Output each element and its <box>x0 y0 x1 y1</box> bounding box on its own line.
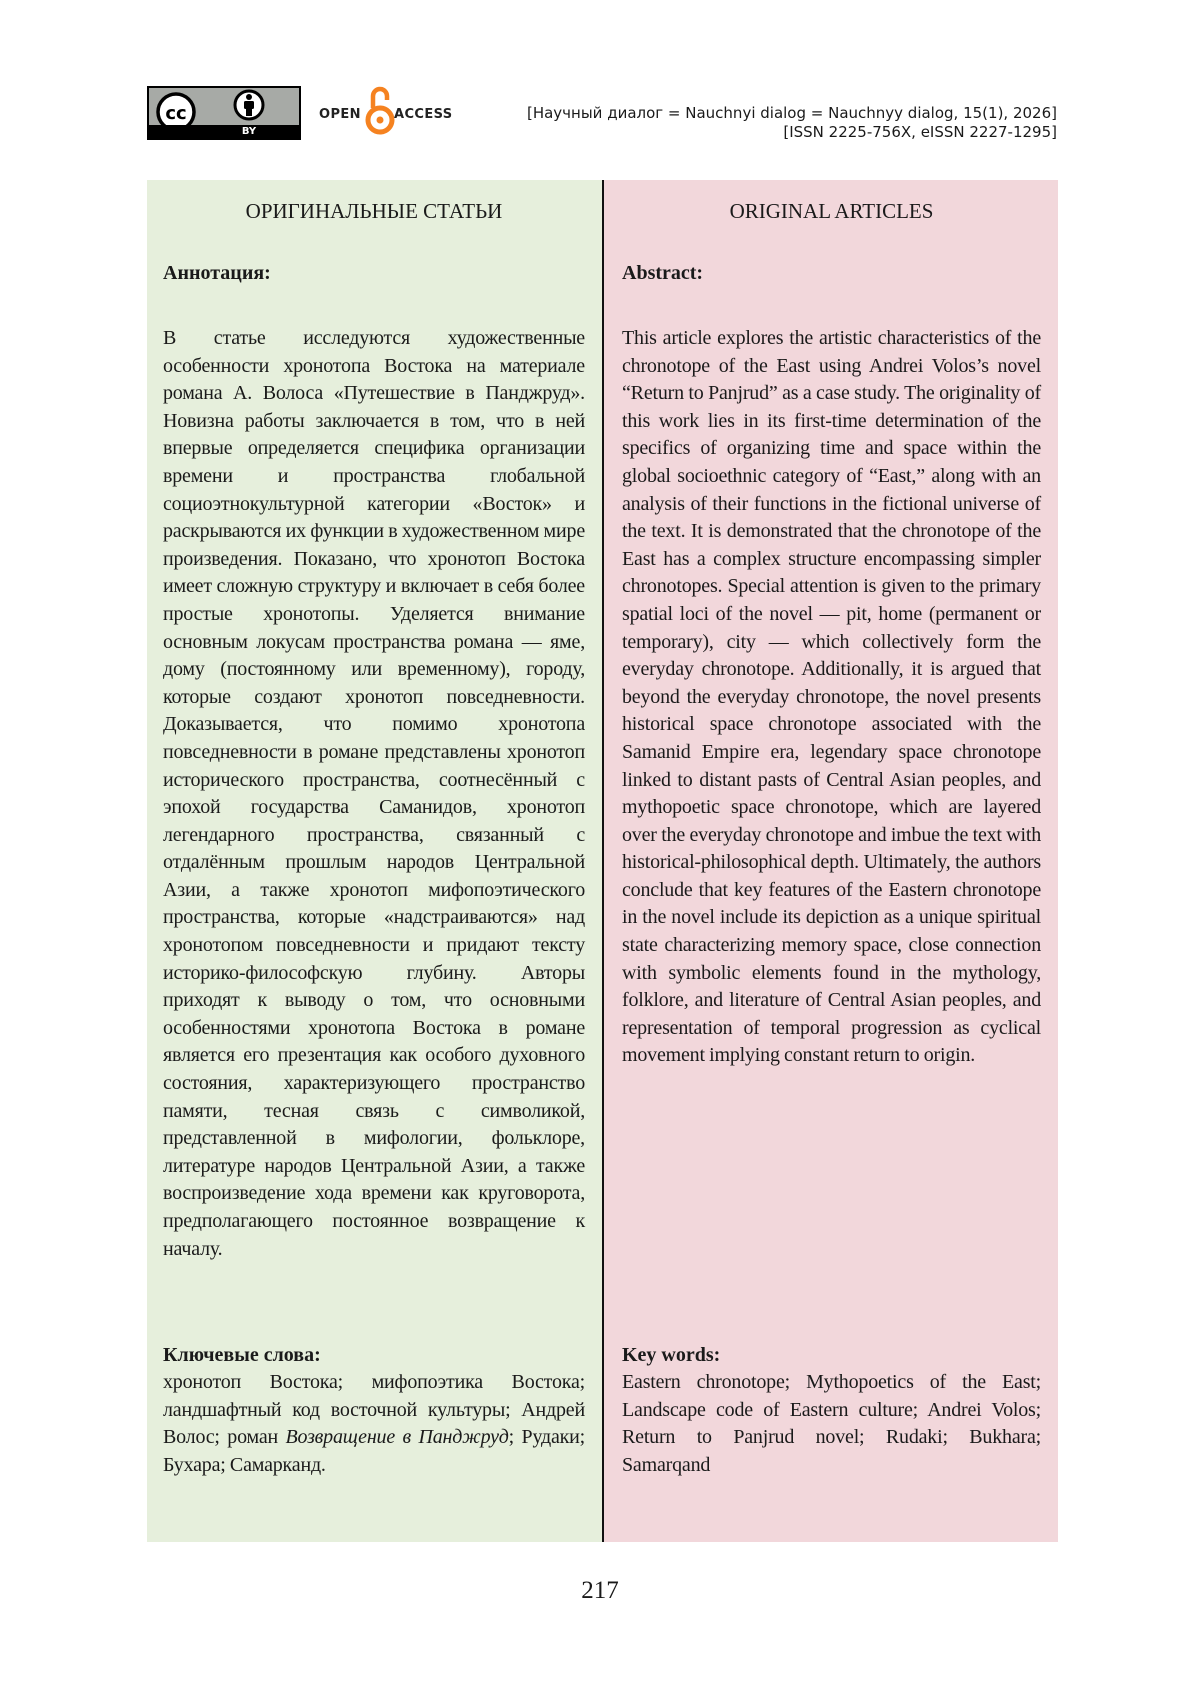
by-label: BY <box>241 126 257 137</box>
attribution-icon <box>235 91 263 119</box>
svg-text:cc: cc <box>165 103 187 124</box>
page-number: 217 <box>581 1577 619 1604</box>
journal-citation <box>527 104 1057 142</box>
page-header <box>147 86 1057 144</box>
keywords-label-ru: Ключевые слова: <box>163 1344 321 1366</box>
russian-column <box>147 180 602 1542</box>
abstract-label-ru: Аннотация: <box>163 262 271 284</box>
abstract-text-ru: В статье исследуются художественные особенности хронотопа Востока на материале романа А. Волоса «Путешествие в Панджруд». Новизна работы заключается в том, что в ней впервые определяется специфика организации времени и пространства глобальной социоэтнокультурной категории «Восток» и раскрываются их функции в художественном мире произведения. Показано, что хронотоп Востока имеет сложную структуру и включает в себя более простые хронотопы. Уделяется внимание основным локусам пространства романа — яме, дому (постоянному или временному), городу, которые создают хронотоп повседневности. Доказывается, что помимо хронотопа повседневности в романе представлены хронотоп исторического пространства, соотнесённый с эпохой государства Саманидов, хронотоп легендарного пространства, связанный с отдалённым прошлым народов Центральной Азии, а также хронотоп мифопоэтического пространства, которые «надстраиваются» над хронотопом повседневности и придают тексту историко-философскую глубину. Авторы приходят к выводу о том, что основными особенностями хронотопа Востока в романе является его презентация как особого духовного состояния, характеризующего пространство памяти, тесная связь с символикой, представленной в мифологии, фольклоре, литературе народов Центральной Азии, а также воспроизведение хода времени как круговорота, предполагающего постоянное возвращение к началу. <box>163 327 585 1260</box>
keywords-ru-part-2: ; Рудаки; Бухара; Самарканд. <box>163 1426 586 1476</box>
keywords-block-en <box>622 1342 1041 1479</box>
keywords-label-en: Key words: <box>622 1344 721 1366</box>
cc-by-license-badge[interactable] <box>147 86 301 140</box>
english-column <box>602 180 1058 1542</box>
citation-line-2: [ISSN 2225-756X, eISSN 2227-1295] <box>783 123 1057 141</box>
section-title-ru: ОРИГИНАЛЬНЫЕ СТАТЬИ <box>245 199 503 223</box>
keywords-ru-part-1: хронотоп Востока; мифопоэтика Востока; ландшафтный код восточной культуры; Андрей Волос; роман <box>163 1371 585 1449</box>
keywords-text-ru <box>163 1369 585 1479</box>
keywords-text-en: Eastern chronotope; Mythopoetics of the East; Landscape code of Eastern culture; Andrei Volos; Return to Panjrud novel; Rudaki; Bukhara; Samarqand <box>622 1371 1041 1476</box>
abstract-label-en: Abstract: <box>622 262 704 284</box>
open-lock-icon <box>365 84 395 136</box>
keywords-block-ru <box>163 1342 585 1479</box>
access-label: ACCESS <box>394 107 453 122</box>
open-access-logo[interactable] <box>319 86 469 142</box>
keywords-ru-novel-title: Возвращение в Панджруд <box>285 1426 509 1449</box>
citation-line-1: [Научный диалог = Nauchnyi dialog = Nauchnyy dialog, 15(1), 2026] <box>526 104 1057 122</box>
section-title-en: ORIGINAL ARTICLES <box>729 199 934 223</box>
abstract-text-en: This article explores the artistic characteristics of the chronotope of the East using Andrei Volos’s novel “Return to Panjrud” as a case study. The originality of this work lies in its first-time determination of the specifics of organizing time and space within the global socioethnic category of “East,” along with an analysis of their functions in the fictional universe of the text. It is demonstrated that the chronotope of the East has a complex structure encompassing simpler chronotopes. Special attention is given to the primary spatial loci of the novel — pit, home (permanent or temporary), city — which collectively form the everyday chronotope. Additionally, it is argued that beyond the everyday chronotope, the novel presents historical space chronotope associated with the Samanid Empire era, legendary space chronotope linked to distant pasts of Central Asian peoples, and mythopoetic space chronotope, which are layered over the everyday chronotope and imbue the text with historical-philosophical depth. Ultimately, the authors conclude that key features of the Eastern chronotope in the novel include its depiction as a unique spiritual state characterizing memory space, close connection with symbolic elements found in the mythology, folklore, and literature of Central Asian peoples, and representation of temporal progression as cyclical movement implying constant return to origin. <box>622 327 1041 1067</box>
open-label: OPEN <box>319 107 361 122</box>
